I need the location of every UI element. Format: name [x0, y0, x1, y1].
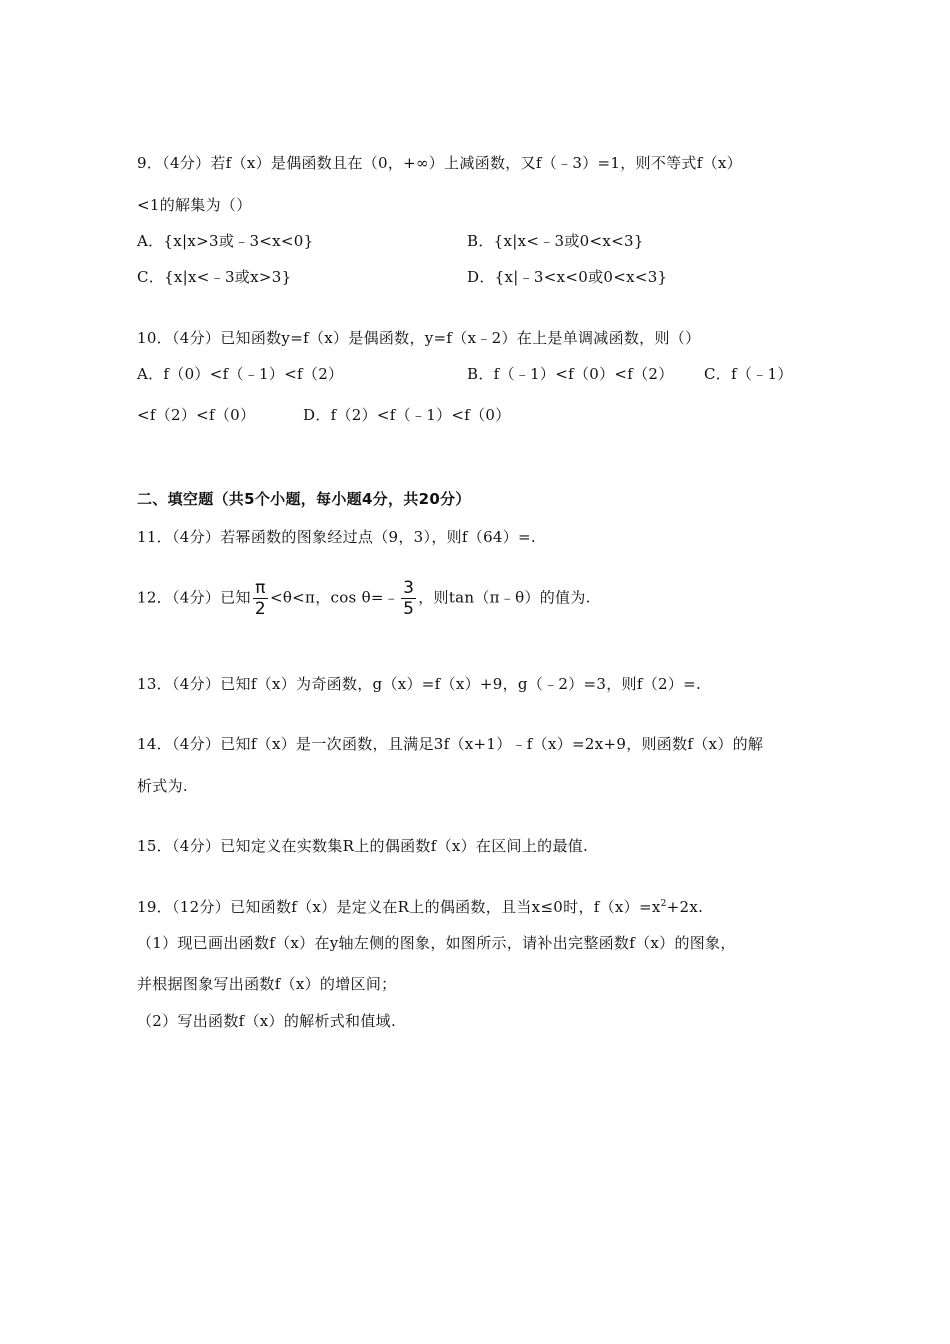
- q12-prefix: 12．（4分）已知: [137, 588, 251, 607]
- q12-fraction-pi-over-2: [253, 578, 268, 619]
- q14-line-2: 析式为.: [137, 777, 188, 795]
- q12-fraction-3-over-5: [401, 578, 416, 619]
- q19-line-2: （1）现已画出函数f（x）在y轴左侧的图象，如图所示，请补出完整函数f（x）的图象，: [137, 934, 736, 952]
- q10-option-c-end: <f（2）<f（0）: [137, 406, 256, 424]
- q19-line-1: [137, 896, 703, 917]
- q9-line-2: <1的解集为（）: [137, 196, 252, 214]
- q9-option-b: B．{x|x<﹣3或0<x<3}: [467, 232, 644, 250]
- q10-line-1: 10．（4分）已知函数y=f（x）是偶函数，y=f（x﹣2）在上是单调减函数，则（）: [137, 329, 701, 347]
- section-heading: 二、填空题（共5个小题，每小题4分，共20分）: [137, 490, 471, 508]
- q9-option-c: C．{x|x<﹣3或x>3}: [137, 268, 292, 286]
- q19-line-4: （2）写出函数f（x）的解析式和值域.: [137, 1012, 397, 1030]
- q19-line-3: 并根据图象写出函数f（x）的增区间；: [137, 975, 397, 993]
- q10-option-a: A．f（0）<f（﹣1）<f（2）: [137, 365, 344, 383]
- q12-frac2-denominator: 5: [403, 599, 415, 619]
- q14-line-1: 14．（4分）已知f（x）是一次函数，且满足3f（x+1）﹣f（x）=2x+9，则函数f（x）的解: [137, 735, 764, 753]
- q19-exponent: 2: [660, 899, 667, 909]
- q10-option-d: D．f（2）<f（﹣1）<f（0）: [303, 406, 511, 424]
- q9-line-1: 9．（4分）若f（x）是偶函数且在（0，+∞）上减函数，又f（﹣3）=1，则不等式f（x）: [137, 154, 742, 172]
- question-11: 11．（4分）若幂函数的图象经过点（9，3），则f（64）=.: [137, 528, 536, 546]
- q12-suffix: ，则tan（π﹣θ）的值为.: [418, 588, 591, 607]
- q10-option-c-start: C．f（﹣1）: [704, 365, 793, 383]
- q12-frac1-denominator: 2: [254, 599, 266, 619]
- q19-line-1-text: 19．（12分）已知函数f（x）是定义在R上的偶函数，且当x≤0时，f（x）=x: [137, 898, 661, 916]
- q10-option-b: B．f（﹣1）<f（0）<f（2）: [467, 365, 674, 383]
- q12-frac1-numerator: π: [253, 578, 268, 599]
- q12-middle: <θ<π，cos θ=﹣: [269, 588, 400, 607]
- q12-frac2-numerator: 3: [403, 578, 415, 598]
- q9-option-a: A．{x|x>3或﹣3<x<0}: [137, 232, 314, 250]
- question-12: [137, 578, 591, 619]
- q19-line-1-end: +2x.: [666, 898, 704, 916]
- question-15: 15．（4分）已知定义在实数集R上的偶函数f（x）在区间上的最值.: [137, 837, 589, 855]
- question-13: 13．（4分）已知f（x）为奇函数，g（x）=f（x）+9，g（﹣2）=3，则f（2）=.: [137, 675, 702, 693]
- q9-option-d: D．{x|﹣3<x<0或0<x<3}: [467, 268, 668, 286]
